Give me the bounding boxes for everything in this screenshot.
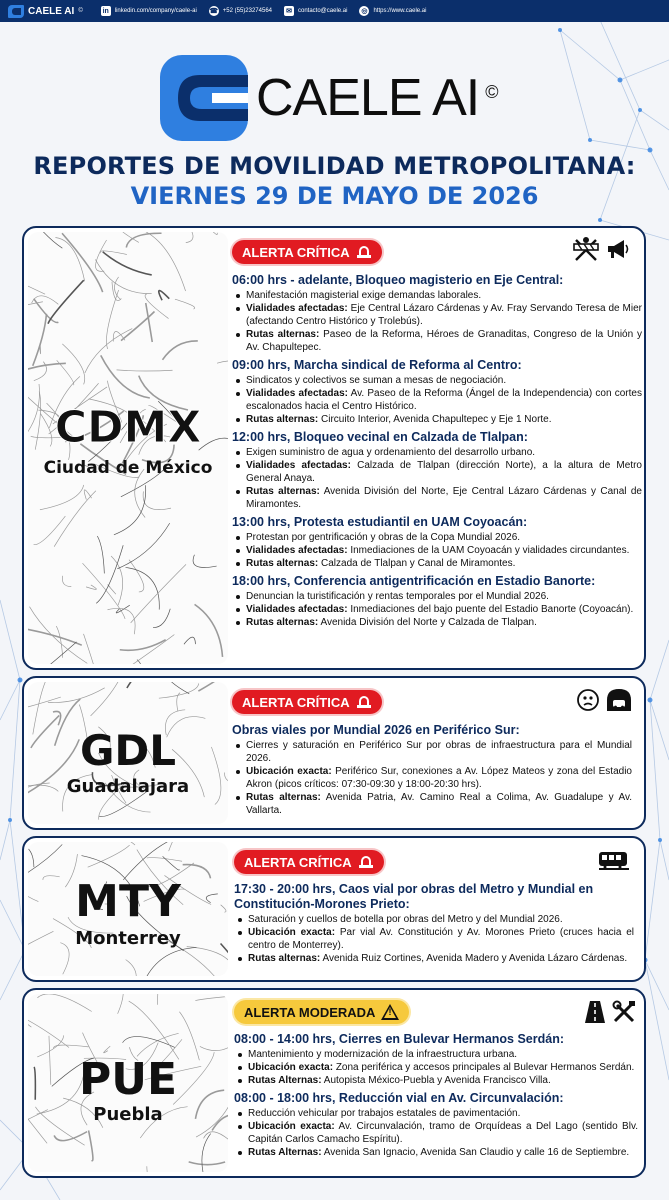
detail-label: Rutas alternas: — [246, 558, 319, 569]
siren-icon — [356, 695, 372, 709]
event-detail-item — [232, 387, 642, 413]
event-details-list — [232, 374, 642, 426]
event-title: 17:30 - 20:00 hrs, Caos vial por obras del Metro y Mundial en Constitución-Morones Prieto: — [234, 882, 594, 911]
event-details-list — [234, 1048, 638, 1087]
detail-text: Par vial Av. Constitución y Av. Morones Prieto (cruces hacia el centro de Monterrey). — [248, 927, 634, 951]
detail-text: Exigen suministro de agua y ordenamiento del desarrollo urbano. — [246, 447, 536, 458]
caele-logo-mark — [160, 55, 248, 141]
detail-label: Rutas alternas: — [248, 953, 321, 964]
phone-icon: ☎ — [209, 8, 219, 15]
city-code: CDMX — [54, 402, 202, 453]
detail-text: Eje Central Lázaro Cárdenas y Av. Fray Servando Teresa de Mier (afectando Centro Histórico y Trolebús). — [246, 303, 642, 327]
siren-icon — [356, 245, 372, 259]
detail-label: Rutas alternas: — [246, 329, 320, 340]
event-detail-item — [234, 1120, 638, 1146]
detail-text: Av. Circunvalación, tramo de Orquídeas a Del Lago (sentido Blv. Capitán Carlos Camacho Espíritu). — [248, 1121, 638, 1145]
logo-wordmark: CAELE AI — [256, 69, 480, 127]
detail-text: Avenida Patria, Av. Camino Real a Colima, Av. Guadalupe y Av. Vallarta. — [246, 792, 632, 816]
events-cdmx — [232, 273, 642, 633]
event-detail-item — [232, 289, 642, 302]
detail-text: Sindicatos y colectivos se suman a mesas de negociación. — [246, 375, 507, 386]
linkedin-icon: in — [102, 7, 109, 15]
linkedin-text: linkedin.com/company/caele-ai — [114, 8, 197, 14]
detail-text: Reducción vehicular por trabajos estatales de pavimentación. — [248, 1108, 521, 1119]
event-detail-item — [232, 590, 642, 603]
report-date: VIERNES 29 DE MAYO DE 2026 — [130, 182, 539, 210]
detail-label: Vialidades afectadas: — [246, 545, 348, 556]
event-details-list — [234, 913, 634, 965]
detail-label: Rutas alternas: — [246, 617, 319, 628]
events-pue — [234, 1032, 638, 1163]
detail-label: Ubicación exacta: — [248, 1062, 334, 1073]
alert-badge-label: ALERTA CRÍTICA — [242, 694, 350, 710]
city-card-pue — [22, 988, 646, 1178]
event-title: 06:00 hrs - adelante, Bloqueo magisterio en Eje Central: — [232, 273, 564, 287]
event-details-list — [232, 531, 642, 570]
brand-name: CAELE AI — [28, 5, 75, 17]
map-cdmx — [28, 232, 228, 664]
event-detail-item — [234, 1146, 638, 1159]
detail-text: Avenida San Ignacio, Avenida San Claudio y calle 16 de Septiembre. — [321, 1147, 630, 1158]
event-detail-item — [232, 459, 642, 485]
alert-badge-label: ALERTA CRÍTICA — [244, 854, 352, 870]
alert-badge-critical — [232, 690, 382, 714]
event-details-list — [232, 446, 642, 511]
detail-text: Protestan por gentrificación y obras de la Copa Mundial 2026. — [246, 532, 521, 543]
event-detail-item — [232, 374, 642, 387]
event-title: 18:00 hrs, Conferencia antigentrificación en Estadio Banorte: — [232, 574, 596, 588]
detail-label: Rutas alternas: — [246, 486, 320, 497]
detail-label: Rutas alternas: — [246, 792, 321, 803]
megaphone-icon — [606, 238, 630, 260]
phone-text: +52 (55)23274564 — [222, 8, 272, 14]
alert-badge-label: ALERTA MODERADA — [244, 1004, 376, 1020]
category-icons — [576, 688, 632, 712]
detail-text: Av. Paseo de la Reforma (Ángel de la Independencia) con cortes escalonados hacia el Centro Histórico. — [246, 388, 642, 412]
city-card-gdl — [22, 676, 646, 830]
detail-label: Vialidades afectadas: — [246, 388, 348, 399]
detail-label: Vialidades afectadas: — [246, 303, 348, 314]
category-icons — [598, 850, 630, 872]
detail-label: Vialidades afectadas: — [246, 604, 348, 615]
event-title: 13:00 hrs, Protesta estudiantil en UAM Coyoacán: — [232, 515, 528, 529]
email-text: contacto@caele.ai — [298, 8, 348, 14]
event-detail-item — [234, 926, 634, 952]
city-code: GDL — [79, 726, 177, 775]
event-title: 08:00 - 14:00 hrs, Cierres en Bulevar Hermanos Serdán: — [234, 1032, 565, 1046]
road-block-icon — [572, 236, 600, 262]
detail-text: Cierres y saturación en Periférico Sur por obras de infraestructura para el Mundial 2026. — [246, 740, 632, 764]
globe-icon: ◎ — [361, 8, 368, 15]
city-name: Guadalajara — [66, 776, 190, 797]
report-title: REPORTES DE MOVILIDAD METROPOLITANA: — [33, 152, 636, 180]
detail-text: Manifestación magisterial exige demandas laborales. — [246, 290, 482, 301]
detail-text: Autopista México-Puebla y Avenida Francisco Villa. — [321, 1075, 551, 1086]
events-gdl — [232, 723, 632, 821]
event-title: 12:00 hrs, Bloqueo vecinal en Calzada de Tlalpan: — [232, 430, 528, 444]
city-card-cdmx — [22, 226, 646, 670]
mail-icon: ✉ — [284, 6, 294, 16]
detail-label: Ubicación exacta: — [246, 766, 332, 777]
alert-badge-critical — [232, 240, 382, 264]
siren-icon — [358, 855, 374, 869]
detail-text: Calzada de Tlalpan y Canal de Miramontes. — [318, 558, 516, 569]
detail-text: Paseo de la Reforma, Héroes de Granaditas, Congreso de la Unión y Av. Chapultepec. — [246, 329, 643, 353]
map-mty — [28, 842, 228, 976]
event-detail-item — [234, 1061, 638, 1074]
detail-text: Calzada de Tlalpan (dirección Norte), a la altura de Metro General Anaya. — [246, 460, 642, 484]
detail-text: Circuito Interior, Avenida Chapultepec y Eje 1 Norte. — [318, 414, 552, 425]
linkedin-link[interactable] — [101, 6, 197, 16]
detail-label: Ubicación exacta: — [248, 927, 336, 938]
detail-text: Inmediaciones de la UAM Coyoacán y vialidades circundantes. — [347, 545, 630, 556]
map-pue — [28, 994, 228, 1172]
event-detail-item — [232, 557, 642, 570]
event-detail-item — [234, 1048, 638, 1061]
detail-label: Rutas alternas: — [246, 414, 319, 425]
event-detail-item — [232, 603, 642, 616]
event-detail-item — [232, 765, 632, 791]
detail-label: Rutas Alternas: — [248, 1147, 322, 1158]
event-detail-item — [232, 302, 642, 328]
tools-icon — [612, 1000, 636, 1024]
event-detail-item — [232, 328, 642, 354]
city-name: Monterrey — [75, 928, 181, 949]
detail-label: Vialidades afectadas: — [246, 460, 351, 471]
event-detail-item — [232, 413, 642, 426]
event-detail-item — [234, 1107, 638, 1120]
detail-text: Saturación y cuellos de botella por obras del Metro y del Mundial 2026. — [248, 914, 563, 925]
category-icons — [584, 1000, 636, 1024]
event-details-list — [234, 1107, 638, 1159]
detail-text: Avenida Ruiz Cortines, Avenida Madero y Avenida Lázaro Cárdenas. — [320, 953, 628, 964]
city-name: Ciudad de México — [43, 458, 213, 478]
logo-copyright: © — [485, 81, 499, 102]
detail-text: Avenida División del Norte, Eje Central Lázaro Cárdenas y Canal de Miramontes. — [246, 486, 642, 510]
alert-badge-label: ALERTA CRÍTICA — [242, 244, 350, 260]
alert-badge-moderate — [234, 1000, 409, 1024]
event-details-list — [232, 590, 642, 629]
detail-text: Denuncian la turistificación y rentas temporales por el Mundial 2026. — [246, 591, 549, 602]
category-icons — [572, 236, 630, 262]
brand-copyright: © — [78, 8, 83, 14]
detail-label: Ubicación exacta: — [248, 1121, 335, 1132]
detail-text: Mantenimiento y modernización de la infraestructura urbana. — [248, 1049, 518, 1060]
event-detail-item — [232, 446, 642, 459]
road-icon — [584, 1000, 606, 1024]
event-detail-item — [232, 616, 642, 629]
events-mty — [234, 882, 634, 969]
caele-logo — [160, 54, 520, 142]
warning-triangle-icon — [381, 1004, 399, 1020]
event-detail-item — [232, 544, 642, 557]
top-contact-bar — [0, 0, 669, 22]
detail-text: Zona periférica y accesos principales al Bulevar Hermanos Serdán. — [333, 1062, 635, 1073]
detail-label: Rutas Alternas: — [248, 1075, 322, 1086]
event-title: Obras viales por Mundial 2026 en Periférico Sur: — [232, 723, 520, 737]
event-details-list — [232, 739, 632, 817]
map-gdl — [28, 682, 228, 824]
email-link[interactable] — [284, 6, 347, 16]
city-code: MTY — [75, 876, 181, 927]
event-title: 08:00 - 18:00 hrs, Reducción vial en Av. Circunvalación: — [234, 1091, 564, 1105]
city-card-mty — [22, 836, 646, 982]
metro-train-icon — [598, 850, 630, 872]
phone-link[interactable] — [209, 6, 272, 16]
detail-text: Periférico Sur, conexiones a Av. López Mateos y zona del Estadio Akron (picos críticos: 07:30-09:30 y 18:00-20:30 hrs). — [246, 766, 632, 790]
tunnel-traffic-icon — [606, 688, 632, 712]
stress-head-icon — [576, 688, 600, 712]
website-text: https://www.caele.ai — [373, 8, 427, 14]
event-detail-item — [232, 531, 642, 544]
event-details-list — [232, 289, 642, 354]
alert-badge-critical — [234, 850, 384, 874]
brand-mini-logo — [8, 5, 83, 18]
event-title: 09:00 hrs, Marcha sindical de Reforma al Centro: — [232, 358, 522, 372]
event-detail-item — [234, 1074, 638, 1087]
detail-text: Inmediaciones del bajo puente del Estadio Banorte (Coyoacán). — [347, 604, 634, 615]
event-detail-item — [232, 739, 632, 765]
event-detail-item — [234, 913, 634, 926]
detail-text: Avenida División del Norte y Calzada de Tlalpan. — [318, 617, 537, 628]
event-detail-item — [232, 791, 632, 817]
city-name: Puebla — [93, 1104, 163, 1125]
brand-mark-icon — [8, 5, 24, 18]
event-detail-item — [234, 952, 634, 965]
city-code: PUE — [78, 1054, 178, 1105]
event-detail-item — [232, 485, 642, 511]
website-link[interactable] — [359, 6, 426, 16]
